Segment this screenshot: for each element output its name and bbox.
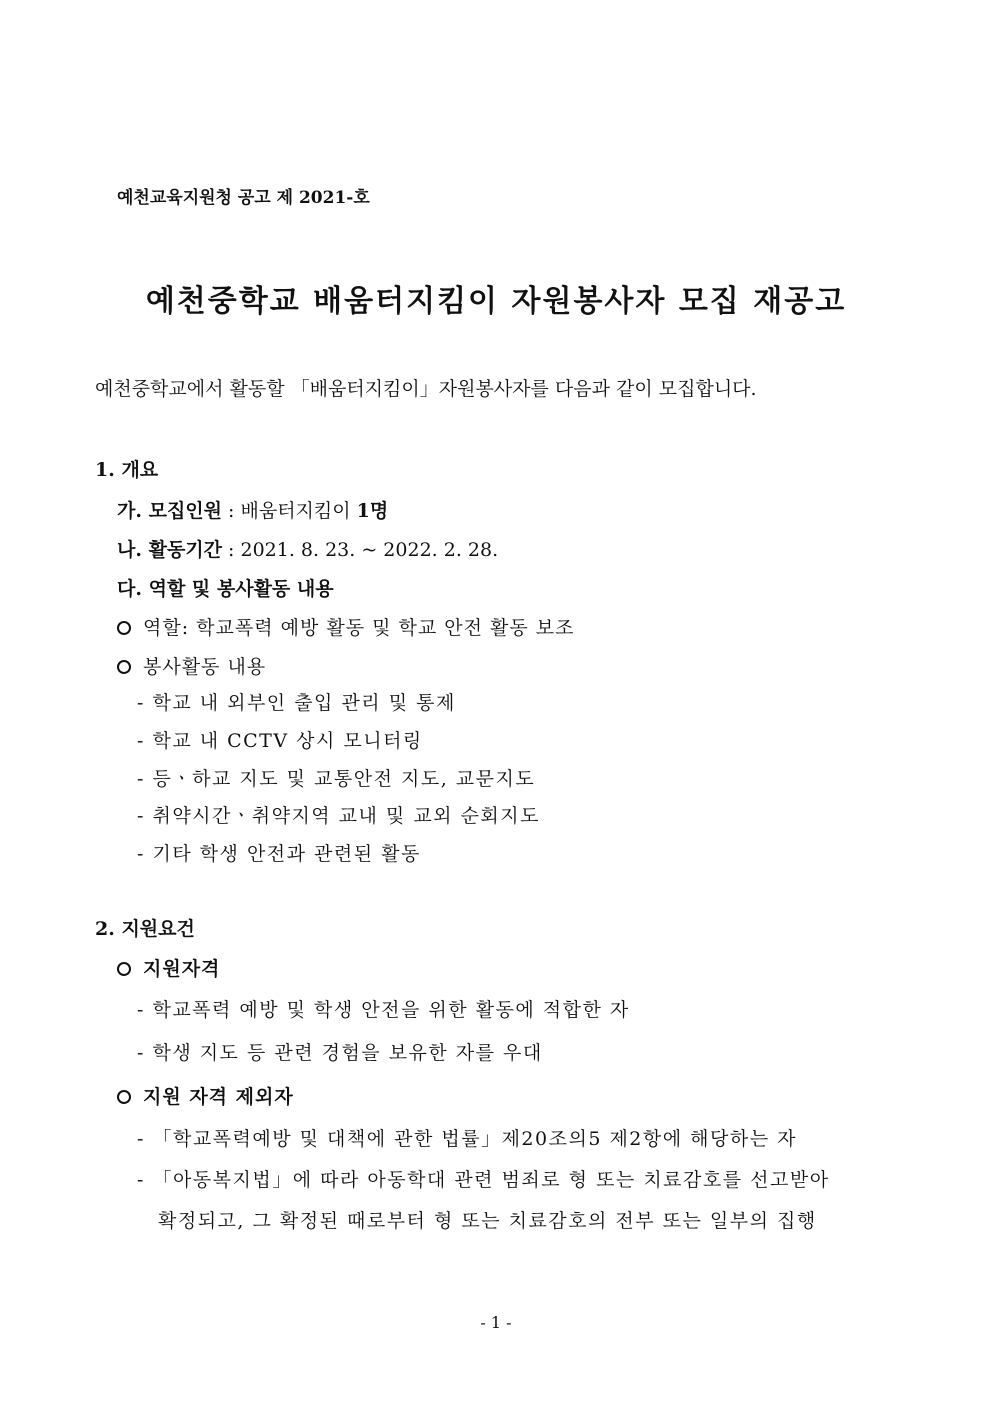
activity-item: - 학교 내 CCTV 상시 모니터링 bbox=[137, 730, 423, 752]
exclusion-item: - 「아동복지법」에 따라 아동학대 관련 범죄로 형 또는 치료감호를 선고받아 bbox=[137, 1169, 830, 1191]
section-2-heading: 2. 지원요건 bbox=[95, 918, 195, 940]
qualification-item: - 학교폭력 예방 및 학생 안전을 위한 활동에 적합한 자 bbox=[137, 999, 630, 1021]
activity-item: - 학교 내 외부인 출입 관리 및 통제 bbox=[137, 692, 456, 714]
activities-heading-text: 봉사활동 내용 bbox=[143, 656, 267, 678]
exclusion-item: - 「학교폭력예방 및 대책에 관한 법률」제20조의5 제2항에 해당하는 자 bbox=[137, 1128, 797, 1150]
role-heading bbox=[117, 574, 334, 601]
recruit-count-number: 1명 bbox=[356, 500, 389, 522]
intro-text: 예천중학교에서 활동할 「배움터지킴이」자원봉사자를 다음과 같이 모집합니다. bbox=[95, 378, 757, 400]
role-line bbox=[117, 613, 574, 640]
activity-period-sep: : bbox=[222, 539, 241, 561]
role-heading-label: 다. 역할 및 봉사활동 내용 bbox=[117, 578, 334, 600]
notice-number: 예천교육지원청 공고 제 2021-호 bbox=[117, 188, 370, 208]
page-title: 예천중학교 배움터지킴이 자원봉사자 모집 재공고 bbox=[145, 284, 847, 319]
recruit-count-line bbox=[117, 496, 388, 523]
qualification-item: - 학생 지도 등 관련 경험을 보유한 자를 우대 bbox=[137, 1042, 543, 1064]
activity-period-label: 나. 활동기간 bbox=[117, 539, 222, 561]
recruit-count-label: 가. 모집인원 bbox=[117, 500, 222, 522]
circle-bullet-icon bbox=[117, 962, 131, 976]
page-number: - 1 - bbox=[480, 1313, 512, 1332]
exclusion-item-continuation: 확정되고, 그 확정된 때로부터 형 또는 치료감호의 전부 또는 일부의 집행 bbox=[158, 1210, 817, 1232]
qualification-heading-text: 지원자격 bbox=[143, 958, 221, 980]
qualification-heading bbox=[117, 954, 220, 981]
activity-item: - 취약시간ㆍ취약지역 교내 및 교외 순회지도 bbox=[137, 805, 540, 827]
recruit-count-value: 배움터지킴이 bbox=[240, 500, 357, 522]
exclusion-heading bbox=[117, 1082, 294, 1109]
circle-bullet-icon bbox=[117, 1090, 131, 1104]
exclusion-heading-text: 지원 자격 제외자 bbox=[143, 1086, 294, 1108]
activity-item: - 등ㆍ하교 지도 및 교통안전 지도, 교문지도 bbox=[137, 768, 536, 790]
activities-heading bbox=[117, 652, 266, 679]
section-1-heading: 1. 개요 bbox=[95, 459, 159, 481]
activity-item: - 기타 학생 안전과 관련된 활동 bbox=[137, 843, 421, 865]
activity-period-line bbox=[117, 535, 498, 562]
recruit-count-sep: : bbox=[222, 500, 241, 522]
activity-period-value: 2021. 8. 23. ~ 2022. 2. 28. bbox=[240, 539, 499, 561]
circle-bullet-icon bbox=[117, 621, 131, 635]
role-text: 역할: 학교폭력 예방 활동 및 학교 안전 활동 보조 bbox=[143, 617, 575, 639]
circle-bullet-icon bbox=[117, 660, 131, 674]
